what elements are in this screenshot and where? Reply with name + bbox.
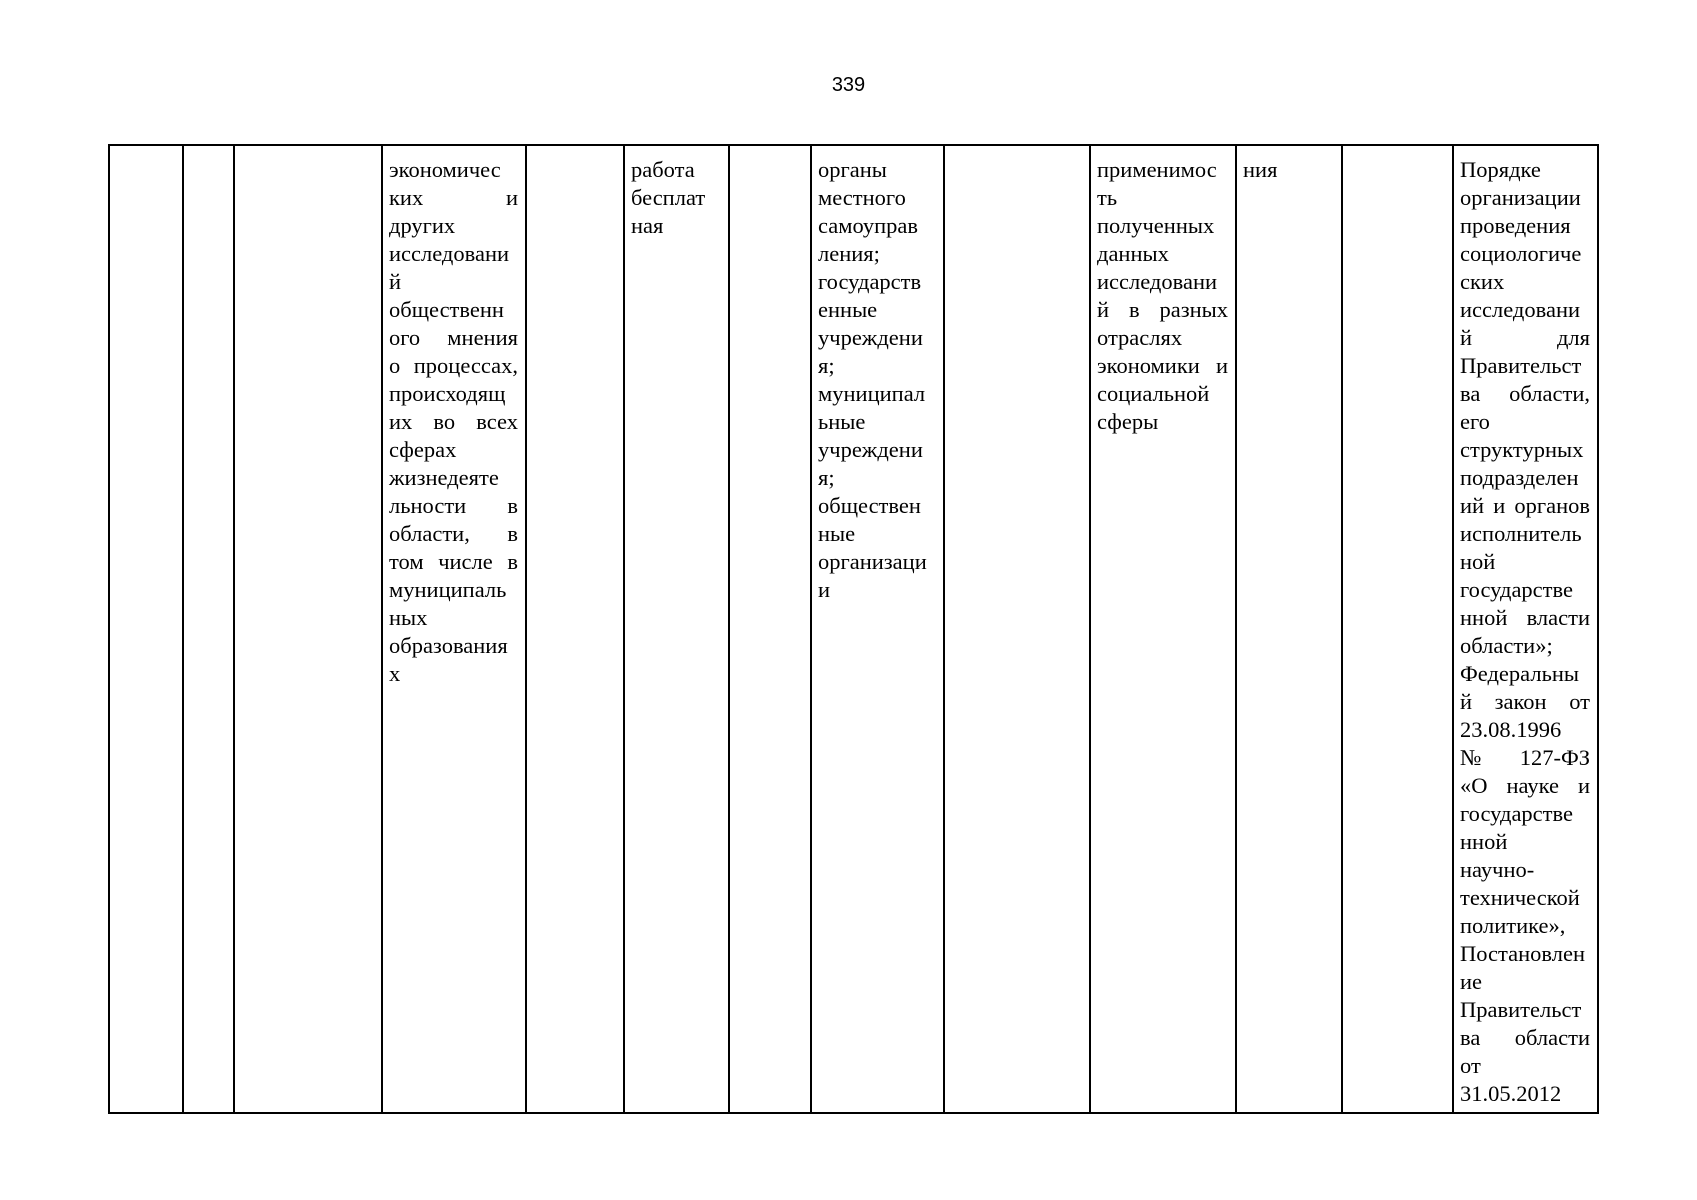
cell-text-line: обществен [818,493,921,518]
cell-text-line: о процессах, [389,353,518,378]
cell-text-line: ва области, [1460,381,1590,406]
cell-text-line: экономики и [1097,353,1228,378]
cell-text-line: енные [818,297,878,322]
cell-text-line: социальной [1097,381,1210,406]
cell-text-line: ных [389,605,428,630]
cell-text-line: работа [631,157,695,182]
cell-text-line: й [389,269,402,294]
table-row [109,145,1598,1113]
cell-text-line: технической [1460,885,1580,910]
cell-text-line: исследовани [389,241,510,266]
cell-text-line: ния [1243,157,1278,182]
cell-col-12 [1342,145,1453,1113]
cell-text-line: научно- [1460,857,1535,882]
cell-text-line: организации [1460,185,1581,210]
cell-text-line: государстве [1460,801,1573,826]
cell-text-line: Правительст [1460,997,1582,1022]
cell-research-description [382,145,526,1113]
cell-text-line: отраслях [1097,325,1183,350]
cell-text-line: сферы [1097,409,1159,434]
cell-text-line: государств [818,269,922,294]
cell-text-line: я; [818,465,835,490]
cell-text-line: учреждени [818,325,923,350]
cell-text-line: происходящ [389,381,506,406]
cell-text-line: экономичес [389,157,501,182]
cell-text-line: его [1460,409,1490,434]
cell-text-line: государстве [1460,577,1573,602]
cell-text-line: общественн [389,297,504,322]
cell-text-line: «О науке и [1460,773,1590,798]
cell-text-line: социологиче [1460,241,1582,266]
cell-text-line: исследовани [1097,269,1218,294]
cell-text-line: местного [818,185,906,210]
cell-text-line: учреждени [818,437,923,462]
cell-text-line: проведения [1460,213,1571,238]
cell-text-line: ого мнения [389,325,518,350]
cell-text-line: 23.08.1996 [1460,717,1562,742]
cell-text-line: ная [631,213,664,238]
cell-text-line: организаци [818,549,927,574]
cell-col-1 [109,145,183,1113]
cell-col-3 [234,145,382,1113]
cell-text-line: самоуправ [818,213,919,238]
cell-col-9 [944,145,1090,1113]
cell-text-line: я; [818,353,835,378]
cell-text-line: ной [1460,549,1496,574]
cell-col-7 [729,145,811,1113]
cell-text-line: Федеральны [1460,661,1579,686]
cell-text-line: области, в [389,521,518,546]
cell-text-line: применимос [1097,157,1217,182]
cell-text-line: ьные [818,409,866,434]
cell-text-line: й для [1460,325,1590,350]
cell-text-line: органы [818,157,887,182]
cell-text-line: муниципаль [389,577,507,602]
cell-col-2 [183,145,234,1113]
cell-text-line: нной власти [1460,605,1590,630]
cell-continuation [1236,145,1342,1113]
cell-text-line: структурных [1460,437,1584,462]
cell-text-line: муниципал [818,381,926,406]
cell-text-line: ть [1097,185,1118,210]
cell-text-line: исполнитель [1460,521,1582,546]
cell-text-line: Правительст [1460,353,1582,378]
cell-text-line: ских [1460,269,1505,294]
cell-text-line: сферах [389,437,457,462]
document-table [108,144,1599,1114]
cell-text-line: льности в [389,493,518,518]
page-number: 339 [831,74,866,96]
cell-text-line: области»; [1460,633,1553,658]
cell-text-line: исследовани [1460,297,1581,322]
cell-text-line: № 127-ФЗ [1460,745,1590,770]
cell-text-line: данных [1097,241,1169,266]
cell-text-line: ные [818,521,856,546]
cell-text-line: полученных [1097,213,1215,238]
cell-text-line: том числе в [389,549,518,574]
cell-text-line: подразделен [1460,465,1579,490]
cell-text-line: ва области [1460,1025,1590,1050]
cell-text-line: политике», [1460,913,1566,938]
cell-text-line: ких и [389,185,518,210]
cell-work-type [624,145,729,1113]
cell-recipients [811,145,944,1113]
cell-text-line: Постановлен [1460,941,1586,966]
cell-applicability [1090,145,1236,1113]
cell-text-line: ие [1460,969,1483,994]
cell-col-5 [526,145,624,1113]
cell-text-line: ий и органов [1460,493,1590,518]
cell-text-line: бесплат [631,185,706,210]
cell-legal-basis [1453,145,1598,1113]
cell-text-line: Порядке [1460,157,1541,182]
cell-text-line: й закон от [1460,689,1590,714]
cell-text-line: х [389,661,401,686]
cell-text-line: их во всех [389,409,518,434]
cell-text-line: и [818,577,831,602]
cell-text-line: жизнедеяте [389,465,499,490]
cell-text-line: от [1460,1053,1481,1078]
cell-text-line: 31.05.2012 [1460,1081,1562,1106]
cell-text-line: образования [389,633,508,658]
cell-text-line: ления; [818,241,880,266]
cell-text-line: других [389,213,456,238]
cell-text-line: й в разных [1097,297,1228,322]
cell-text-line: нной [1460,829,1508,854]
